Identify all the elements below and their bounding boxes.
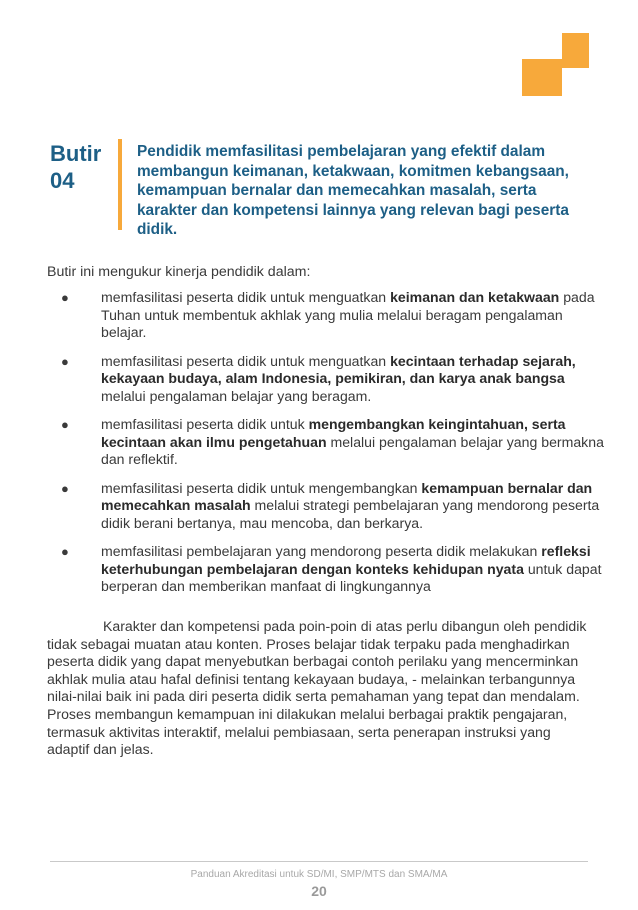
butir-title: Pendidik memfasilitasi pembelajaran yang efektif dalam membangun keimanan, ketakwaan, komitmen kebangsaan, kemampuan bernalar dan memecahkan masalah, serta karakter dan kompetensi lainnya yang relevan bagi peserta didik. xyxy=(137,143,569,238)
bullet-dot-icon: ● xyxy=(61,353,69,369)
bullet-item xyxy=(47,543,607,596)
decorative-square-bottom xyxy=(522,59,562,96)
butir-word: Butir xyxy=(50,141,102,166)
bullet-emphasis: mengembangkan keingintahuan, serta kecintaan akan ilmu pengetahuan xyxy=(101,416,566,450)
butir-number: 04 xyxy=(50,168,75,193)
bullet-emphasis: kecintaan terhadap sejarah, kekayaan budaya, alam Indonesia, pemikiran, dan karya anak bangsa xyxy=(101,352,576,386)
butir-label xyxy=(50,140,101,194)
bullet-dot-icon: ● xyxy=(61,544,69,559)
decorative-square-top xyxy=(562,33,589,68)
heading-divider xyxy=(118,139,122,230)
bullet-text: memfasilitasi peserta didik untuk xyxy=(101,416,309,432)
paragraph-text: Karakter dan kompetensi pada poin-poin di atas perlu dibangun oleh pendidik tidak sebagai muatan atau konten. Proses belajar tidak terpaku pada menghadirkan peserta didik yang dapat menyebutkan berbagai contoh perilaku yang mencerminkan akhlak mulia atau hafal definisi tentang kekayaan budaya, - melainkan terbangunnya nilai-nilai baik ini pada diri peserta didik serta pemahaman yang tepat dan mendalam. Proses membangun kemampuan ini dilakukan melalui berbagai praktik pengajaran, termasuk aktivitas interaktif, melalui pembiasaan, serta penerapan instruksi yang adaptif dan jelas. xyxy=(47,618,587,758)
bullet-emphasis: refleksi keterhubungan pembelajaran dengan konteks kehidupan nyata xyxy=(101,543,591,577)
bullet-text: pada Tuhan untuk membentuk akhlak yang mulia melalui beragam pengalaman belajar. xyxy=(101,289,595,340)
bullet-text: melalui strategi pembelajaran yang mendorong peserta didik berani bertanya, mau mencoba, dan berkarya. xyxy=(101,497,600,531)
bullet-text: memfasilitasi peserta didik untuk mengembangkan xyxy=(101,479,422,496)
bullet-item xyxy=(47,416,607,469)
intro-text: Butir ini mengukur kinerja pendidik dalam: xyxy=(47,264,311,280)
bullet-item xyxy=(47,353,607,406)
bullet-text: melalui pengalaman belajar yang bermakna dan reflektif. xyxy=(101,433,604,467)
body-paragraph xyxy=(47,618,593,759)
bullet-text: untuk dapat berperan dan memberikan manfaat di lingkungannya xyxy=(101,560,602,594)
bullet-emphasis: kemampuan bernalar dan memecahkan masalah xyxy=(101,479,593,513)
footer-divider xyxy=(50,861,588,862)
bullet-text: memfasilitasi peserta didik untuk menguatkan xyxy=(101,289,391,305)
bullet-text: memfasilitasi peserta didik untuk menguatkan xyxy=(101,352,391,369)
page-number: 20 xyxy=(311,883,327,899)
bullet-dot-icon: ● xyxy=(61,290,69,305)
bullet-dot-icon: ● xyxy=(61,417,69,432)
footer-text: Panduan Akreditasi untuk SD/MI, SMP/MTS dan SMA/MA xyxy=(190,869,448,880)
bullet-item xyxy=(47,480,607,533)
bullet-emphasis: keimanan dan ketakwaan xyxy=(390,289,560,305)
bullet-text: memfasilitasi pembelajaran yang mendorong peserta didik melakukan xyxy=(101,543,542,559)
bullet-list xyxy=(47,289,607,607)
bullet-text: melalui pengalaman belajar yang beragam. xyxy=(101,387,372,404)
bullet-dot-icon: ● xyxy=(61,480,69,496)
bullet-item xyxy=(47,289,607,342)
